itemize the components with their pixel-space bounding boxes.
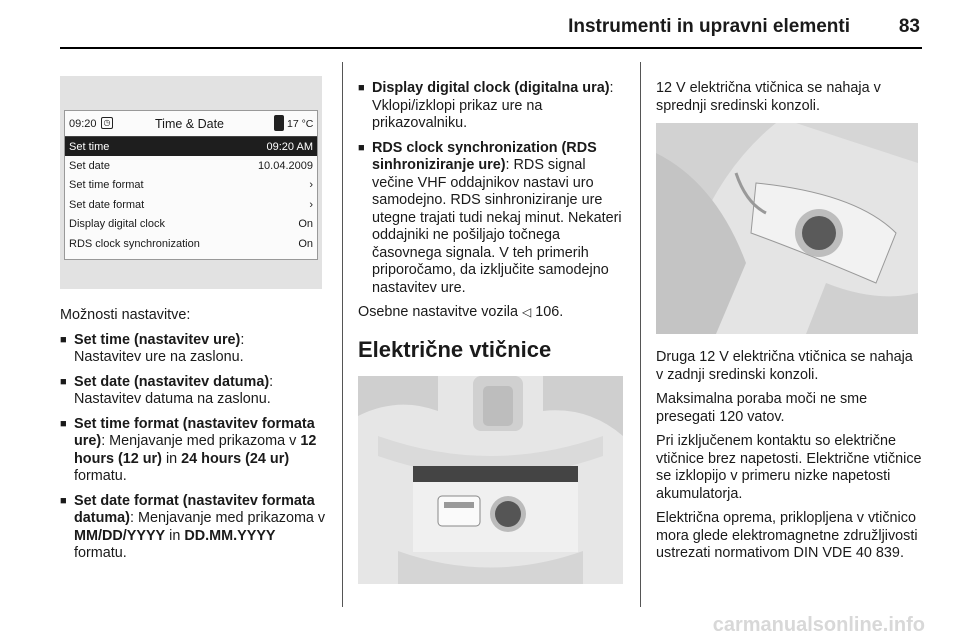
- left-column: [60, 307, 326, 570]
- right-column: [656, 80, 922, 122]
- bullet-text: : Menjavanje med prikazoma v: [101, 433, 301, 449]
- column-divider: [342, 62, 343, 607]
- bullet-text: in: [161, 450, 182, 467]
- bullet-bold: 24 hours (24 ur): [181, 450, 290, 467]
- bullet-title: RDS clock synchronization (RDS sinhroniziranje ure): [372, 139, 597, 173]
- column-divider: [640, 62, 641, 607]
- right-column-lower: [656, 349, 922, 570]
- section-heading: Električne vtičnice: [358, 336, 552, 362]
- menu-row-set-date-format[interactable]: [65, 195, 317, 214]
- thermometer-icon: [274, 115, 284, 131]
- bullet-text: Nastavitev ure na zaslonu.: [74, 349, 244, 365]
- screen-temperature: 17 °C: [287, 118, 314, 130]
- bullet-title: Set time (nastavitev ure): [74, 331, 241, 348]
- bullet-text: Vklopi/izklopi prikaz ure na prikazovalniku.: [372, 97, 543, 131]
- bullet-text: formatu.: [74, 545, 127, 561]
- bullet-text: formatu.: [74, 468, 127, 484]
- bullet-set-date: ■ Set date (nastavitev datuma): Nastavitev datuma na zaslonu.: [60, 374, 326, 409]
- menu-row-label: RDS clock synchronization: [69, 237, 200, 250]
- menu-row-rds-clock-sync[interactable]: [65, 234, 317, 253]
- menu-row-label: Set time format: [69, 179, 144, 192]
- menu-row-value: 09:20 AM: [266, 140, 313, 153]
- paragraph: Električna oprema, priklopljena v vtičnico mora glede elektromagnetne združljivosti ustrezati normativom DIN VDE 40 839.: [656, 510, 918, 561]
- middle-column: [358, 80, 630, 376]
- bullet-text: Nastavitev datuma na zaslonu.: [74, 391, 271, 407]
- reference-page[interactable]: 106: [535, 304, 560, 320]
- menu-row-label: Set time: [69, 140, 110, 153]
- header-rule: [60, 47, 922, 49]
- bullet-rds-clock-sync: [358, 140, 630, 298]
- page-number: 83: [898, 16, 920, 37]
- screen-header: [65, 111, 317, 137]
- time-date-screen: [64, 110, 318, 260]
- menu-row-label: Set date format: [69, 198, 145, 211]
- menu-row-value: On: [298, 218, 313, 231]
- bullet-text: in: [165, 527, 185, 544]
- bullet-set-time-format: [60, 416, 326, 486]
- menu-row-value: On: [298, 237, 313, 250]
- bullet-bold: MM/DD/YYYY: [74, 527, 166, 544]
- bullet-title: Set time format (nastavitev formata ure): [74, 415, 315, 449]
- bullet-display-digital-clock: ■ Display digital clock (digitalna ura): Vklopi/izklopi prikaz ure na prikazovalniku.: [358, 80, 630, 133]
- menu-row-set-date[interactable]: [65, 156, 317, 175]
- watermark: carmanualsonline.info: [712, 614, 925, 636]
- paragraph: Pri izključenem kontaktu so električne vtičnice brez napetosti. Električne vtičnice se izklopijo v primeru nizke napetosti akumulatorja.: [656, 433, 922, 502]
- menu-row-label: Display digital clock: [69, 218, 165, 231]
- bullet-set-time: ■ Set time (nastavitev ure): Nastavitev ure na zaslonu.: [60, 332, 326, 367]
- settings-intro: Možnosti nastavitve:: [60, 307, 191, 323]
- rear-console-socket-photo: [358, 376, 623, 584]
- chevron-right-icon: ›: [309, 179, 313, 192]
- paragraph: Druga 12 V električna vtičnica se nahaja v zadnji sredinski konzoli.: [656, 349, 913, 383]
- reference-text: Osebne nastavitve vozila: [358, 304, 518, 320]
- bullet-text: : Menjavanje med prikazoma v: [129, 510, 326, 526]
- page-reference-icon: ◁: [521, 305, 532, 319]
- menu-row-display-digital-clock[interactable]: [65, 215, 317, 234]
- bullet-text: : RDS signal večine VHF oddajnikov nastavi uro samodejno. RDS sinhroniziranje ure utegne trajati tudi nekaj minut. Nekateri oddajniki ne pošiljajo točnega časovnega signala. V teh primerih priporočamo, da izključite samodejno nastavitev ure.: [372, 157, 622, 296]
- menu-row-set-time-format[interactable]: [65, 176, 317, 195]
- menu-row-label: Set date: [69, 160, 110, 173]
- bullet-title: Display digital clock (digitalna ura): [372, 80, 610, 96]
- page-header-title: Instrumenti in upravni elementi: [568, 16, 850, 37]
- bullet-bold: 12 hours (12 ur): [74, 433, 317, 467]
- paragraph: 12 V električna vtičnica se nahaja v sprednji sredinski konzoli.: [656, 80, 881, 114]
- clock-icon: ◷: [101, 117, 113, 129]
- bullet-set-date-format: [60, 493, 326, 563]
- menu-row-value: 10.04.2009: [257, 160, 313, 173]
- bullet-title: Set date format (nastavitev formata datuma): [74, 492, 315, 526]
- chevron-right-icon: ›: [309, 198, 313, 211]
- paragraph: Maksimalna poraba moči ne sme presegati 120 vatov.: [656, 391, 868, 425]
- bullet-bold: DD.MM.YYYY: [184, 527, 276, 544]
- cross-reference: Osebne nastavitve vozila ◁ 106.: [358, 304, 564, 320]
- screen-title: Time & Date: [155, 117, 225, 131]
- screen-time: 09:20: [69, 118, 97, 130]
- bullet-title: Set date (nastavitev datuma): [74, 373, 270, 390]
- menu-row-set-time[interactable]: [65, 137, 317, 156]
- front-console-socket-photo: [656, 123, 918, 334]
